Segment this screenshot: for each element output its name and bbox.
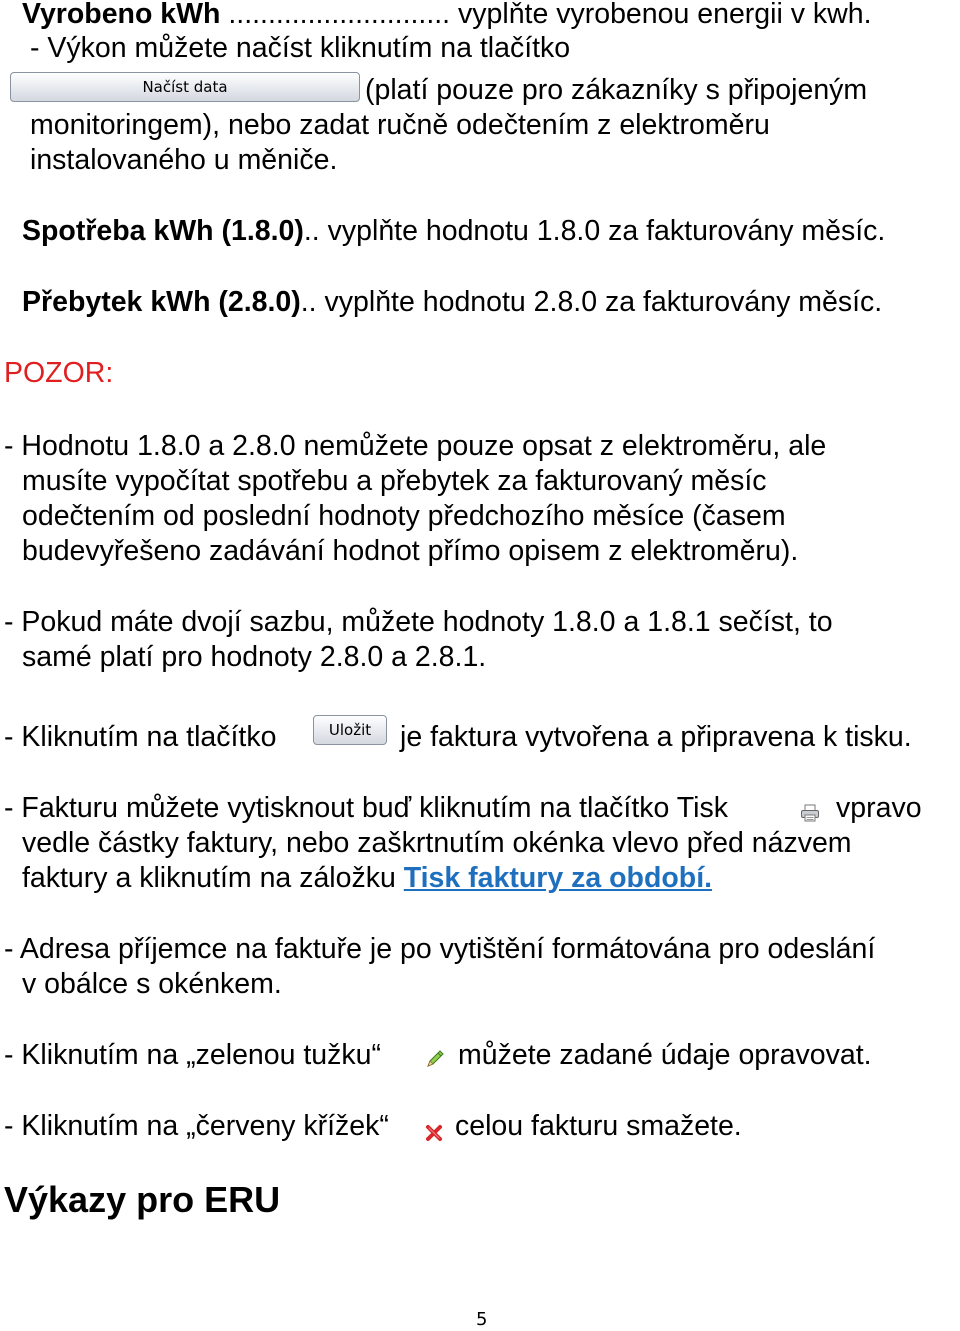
hodnotu-line-4: budevyřešeno zadávání hodnot přímo opisem z elektroměru). xyxy=(22,535,799,567)
tisk-line-1: - Fakturu můžete vytisknout buď kliknutím na tlačítko Tisk xyxy=(4,792,728,824)
monitoring-line: monitoringem), nebo zadat ručně odečtením z elektroměru xyxy=(30,109,770,141)
hodnotu-line-1: - Hodnotu 1.8.0 a 2.8.0 nemůžete pouze opsat z elektroměru, ale xyxy=(4,430,827,462)
spotreba-text: .. vyplňte hodnotu 1.8.0 za fakturovány měsíc. xyxy=(303,215,886,247)
vyrobeno-text: ............................ vyplňte vyrobenou energii v kwh. xyxy=(220,0,872,30)
tisk-line-1-after: vpravo xyxy=(836,792,922,824)
hodnotu-line-2: musíte vypočítat spotřebu a přebytek za fakturovaný měsíc xyxy=(22,465,767,497)
spotreba-line xyxy=(22,214,885,249)
vyrobeno-label: Vyrobeno kWh xyxy=(22,0,221,30)
spotreba-label: Spotřeba kWh (1.8.0) xyxy=(22,215,304,247)
pencil-icon[interactable] xyxy=(425,1043,445,1063)
plati-line: (platí pouze pro zákazníky s připojeným xyxy=(365,74,868,106)
page-number: 5 xyxy=(476,1309,488,1330)
prebytek-line xyxy=(22,285,882,320)
hodnotu-line-3: odečtením od poslední hodnoty předchozího měsíce (časem xyxy=(22,500,786,532)
red-cross-icon[interactable] xyxy=(425,1116,443,1134)
sazba-line-1: - Pokud máte dvojí sazbu, můžete hodnoty 1.8.0 a 1.8.1 sečíst, to xyxy=(4,606,833,638)
section-heading: Výkazy pro ERU xyxy=(4,1179,281,1220)
ulozit-text-after: je faktura vytvořena a připravena k tisku. xyxy=(400,721,912,753)
adresa-line-1: - Adresa příjemce na faktuře je po vytištění formátována pro odeslání xyxy=(4,933,876,965)
tisk-faktury-link[interactable]: Tisk faktury za období. xyxy=(403,862,713,894)
menice-line: instalovaného u měniče. xyxy=(30,144,338,176)
printer-icon[interactable] xyxy=(800,796,820,814)
tuzka-text-before: - Kliknutím na „zelenou tužku“ xyxy=(4,1039,381,1071)
vyrobeno-line xyxy=(22,0,872,32)
nacist-data-button[interactable]: Načíst data xyxy=(10,72,360,102)
warning-label: POZOR: xyxy=(4,357,114,389)
adresa-line-2: v obálce s okénkem. xyxy=(22,968,282,1000)
prebytek-text: .. vyplňte hodnotu 2.8.0 za fakturovány měsíc. xyxy=(300,286,883,318)
ulozit-text-before: - Kliknutím na tlačítko xyxy=(4,721,277,753)
krizek-text-after: celou fakturu smažete. xyxy=(455,1110,742,1142)
prebytek-label: Přebytek kWh (2.8.0) xyxy=(22,286,301,318)
tisk-line-3 xyxy=(22,861,712,896)
ulozit-button[interactable]: Uložit xyxy=(313,715,387,745)
tisk-line-2: vedle částky faktury, nebo zaškrtnutím okénka vlevo před názvem xyxy=(22,827,852,859)
tisk-line-3-text: faktury a kliknutím na záložku xyxy=(22,862,404,894)
vykon-line: - Výkon můžete načíst kliknutím na tlačítko xyxy=(30,32,571,64)
sazba-line-2: samé platí pro hodnoty 2.8.0 a 2.8.1. xyxy=(22,641,487,673)
krizek-text-before: - Kliknutím na „červeny křížek“ xyxy=(4,1110,389,1142)
tuzka-text-after: můžete zadané údaje opravovat. xyxy=(458,1039,872,1071)
